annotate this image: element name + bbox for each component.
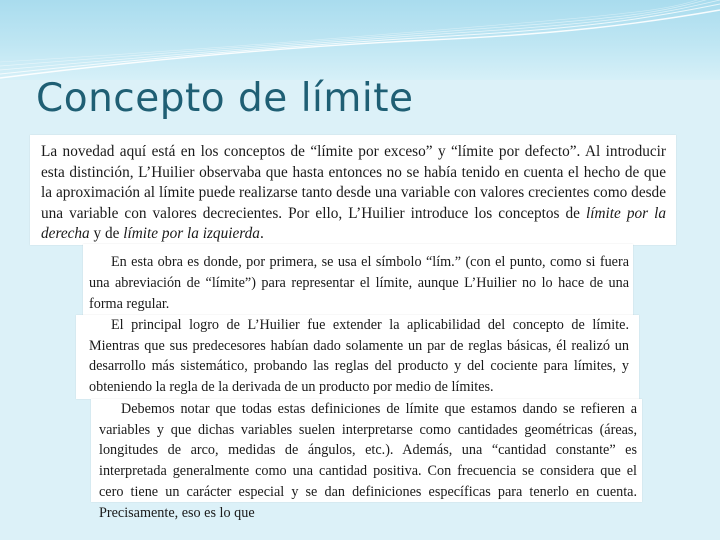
excerpt-1-term-derecha: límite por la derecha [41,204,666,243]
excerpt-2 [83,244,633,316]
excerpt-3 [76,315,639,399]
excerpt-2-text: En esta obra es donde, por primera, se usa el símbolo “lím.” (con el punto, como si fuera una abreviación de “límite”) para representar el límite, aunque L’Huilier no lo hace de una forma regular. [89,254,629,312]
excerpt-1-text-a: La novedad aquí está en los conceptos de “límite por exceso” y “límite por defecto”. Al introducir esta distinción, L’Huilier observaba que hasta entonces no se había tenido en cuenta el hecho de que la aproximación al límite puede realizarse tanto desde una variable con valores crecientes como desde una variable con valores decrecientes. Por ello, L’Huilier introduce los conceptos de [41,143,666,222]
excerpt-4-paragraph [99,399,637,523]
excerpt-4-text: Debemos notar que todas estas definiciones de límite que estamos dando se refieren a variables y que dichas variables suelen interpretarse como cantidades geométricas (áreas, longitudes de arco, medidas de ángulos, etc.). Además, una “cantidad constante” es interpretada generalmente como una cantidad positiva. Con frecuencia se considera que el cero tiene un carácter especial y se dan definiciones específicas para tenerlo en cuenta. Precisamente, eso es lo que [99,401,637,521]
excerpt-4 [91,399,642,521]
slide-title: Concepto de límite [36,76,414,121]
excerpt-1 [30,135,676,245]
excerpt-3-paragraph [89,315,629,398]
excerpt-1-paragraph [41,142,666,245]
excerpt-1-term-izquierda: límite por la izquierda [123,225,260,243]
excerpt-1-text-b: y de [89,225,124,243]
excerpt-3-text: El principal logro de L’Huilier fue extender la aplicabilidad del concepto de límite. Mientras que sus predecesores habían dado solamente un par de reglas básicas, él realizó un desarrollo más sistemático, probando las reglas del producto y del cociente para límites, y obteniendo la regla de la derivada de un producto por medio de límites. [89,317,629,396]
excerpt-2-paragraph [89,252,629,315]
decorative-waves [0,0,720,80]
excerpt-1-text-c: . [259,225,264,243]
header-band [0,0,720,80]
